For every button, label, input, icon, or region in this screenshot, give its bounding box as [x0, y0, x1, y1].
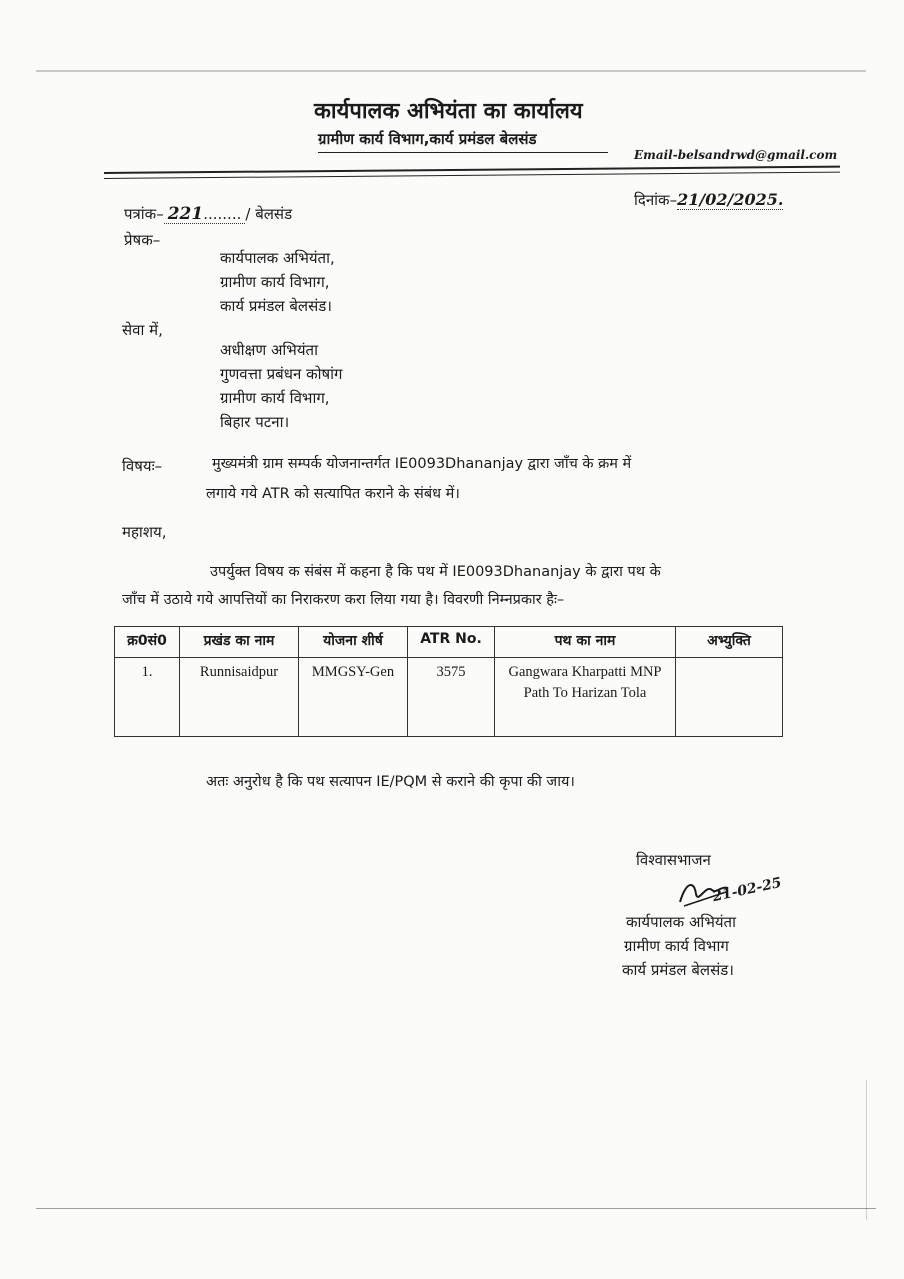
recipient-line-4: बिहार पटना।	[220, 413, 290, 431]
header-sno: क्र0सं0	[115, 627, 180, 658]
letter-number: पत्रांक– 221........ / बेलसंड	[124, 204, 293, 224]
recipient-line-3: ग्रामीण कार्य विभाग,	[220, 389, 330, 407]
date-value: 21/02/2025.	[677, 190, 784, 209]
body-line-1: उपर्युक्त विषय क संबंस में कहना है कि पथ में IE0093Dhananjay के द्वारा पथ के	[210, 564, 661, 580]
date-label: दिनांक–	[634, 191, 678, 209]
cell-road: Gangwara Kharpatti MNP Path To Harizan Tola	[495, 658, 676, 737]
subject-line-2: लगाये गये ATR को सत्यापित कराने के संबंध में।	[206, 486, 460, 502]
department-name: ग्रामीण कार्य विभाग,कार्य प्रमंडल बेलसंड	[318, 130, 537, 148]
header-block: प्रखंड का नाम	[180, 627, 299, 658]
bottom-edge-line	[36, 1208, 876, 1209]
header-scheme: योजना शीर्ष	[299, 627, 408, 658]
closing-yours: विश्वासभाजन	[636, 851, 711, 869]
recipient-line-1: अधीक्षण अभियंता	[220, 341, 318, 359]
closing-line-1: कार्यपालक अभियंता	[626, 913, 736, 931]
office-title: कार्यपालक अभियंता का कार्यालय	[314, 99, 583, 124]
letter-number-label: पत्रांक–	[124, 205, 164, 223]
scan-edge-mark	[866, 1080, 867, 1220]
letter-date	[634, 190, 783, 210]
recipient-label: सेवा में,	[122, 321, 163, 339]
request-line: अतः अनुरोध है कि पथ सत्यापन IE/PQM से कराने की कृपा की जाय।	[206, 774, 575, 790]
table-header-row	[115, 627, 783, 658]
sender-label: प्रेषक–	[124, 231, 161, 249]
sender-line-3: कार्य प्रमंडल बेलसंड।	[220, 297, 332, 315]
cell-atr: 3575	[408, 658, 495, 737]
letter-number-suffix: / बेलसंड	[245, 205, 293, 223]
cell-block: Runnisaidpur	[180, 658, 299, 737]
atr-table	[114, 626, 783, 737]
body-line-2: जाँच में उठाये गये आपत्तियों का निराकरण करा लिया गया है। विवरणी निम्नप्रकार हैः–	[122, 592, 565, 608]
cell-remarks	[676, 658, 783, 737]
closing-line-3: कार्य प्रमंडल बेलसंड।	[622, 961, 734, 979]
department-underline	[318, 152, 608, 153]
header-road: पथ का नाम	[495, 627, 676, 658]
cell-scheme: MMGSY-Gen	[299, 658, 408, 737]
header-remarks: अभ्युक्ति	[676, 627, 783, 658]
sender-line-2: ग्रामीण कार्य विभाग,	[220, 273, 330, 291]
salutation: महाशय,	[122, 523, 167, 541]
closing-line-2: ग्रामीण कार्य विभाग	[624, 937, 729, 955]
table-row	[115, 658, 783, 737]
header-atr: ATR No.	[408, 627, 495, 658]
letter-number-value: 221	[167, 204, 204, 224]
email-address: Email-belsandrwd@gmail.com	[634, 148, 838, 162]
top-edge-line	[36, 70, 866, 72]
signature-date: 21-02-25	[711, 874, 783, 906]
subject-line-1: मुख्यमंत्री ग्राम सम्पर्क योजनान्तर्गत IE0093Dhananjay द्वारा जाँच के क्रम में	[212, 456, 632, 472]
sender-line-1: कार्यपालक अभियंता,	[220, 249, 335, 267]
recipient-line-2: गुणवत्ता प्रबंधन कोषांग	[220, 365, 343, 383]
subject-label: विषयः–	[122, 457, 163, 475]
cell-sno: 1.	[115, 658, 180, 737]
